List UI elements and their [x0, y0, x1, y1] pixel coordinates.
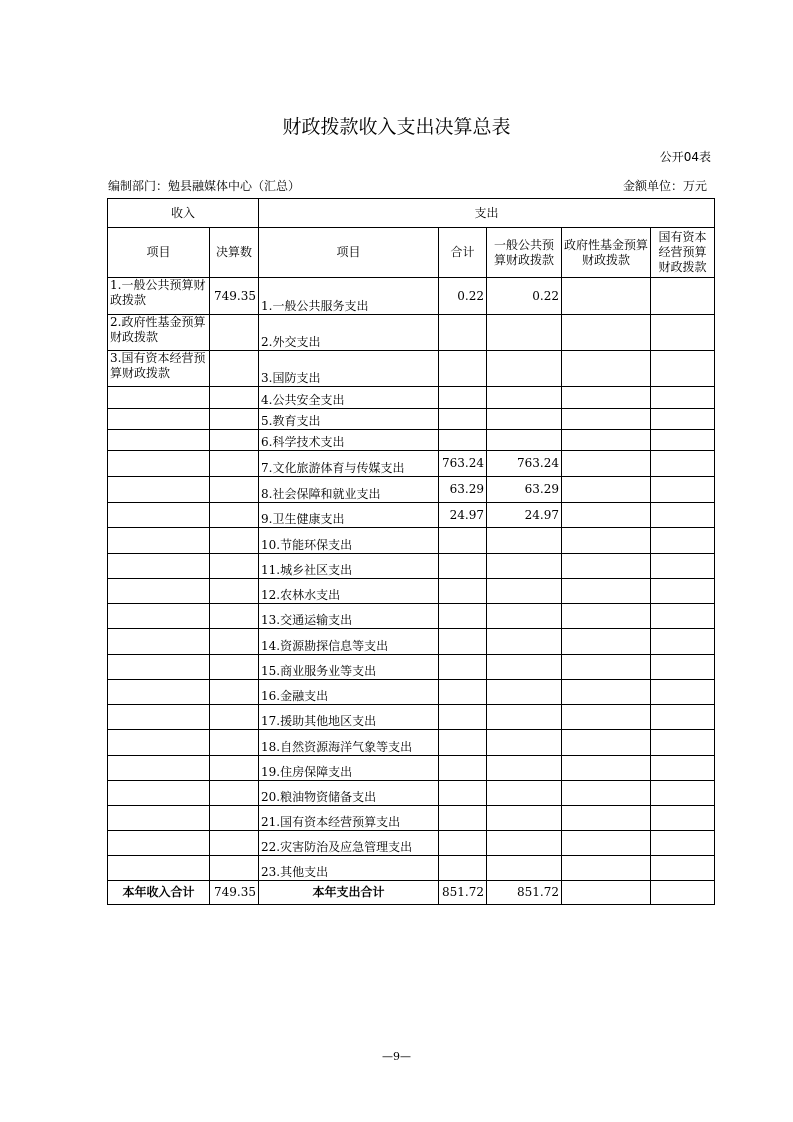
income-value-cell — [210, 730, 259, 756]
income-value-cell — [210, 806, 259, 831]
state-capital-cell — [651, 430, 715, 451]
total-cell: 24.97 — [439, 503, 487, 528]
expense-item-cell: 14.资源勘探信息等支出 — [259, 629, 439, 655]
expense-item-cell: 17.援助其他地区支出 — [259, 705, 439, 730]
table-row — [108, 451, 715, 477]
gov-fund-cell — [562, 528, 651, 554]
gov-fund-cell — [562, 451, 651, 477]
state-capital-cell — [651, 856, 715, 881]
income-item-cell — [108, 655, 210, 680]
general-total-value: 851.72 — [487, 881, 562, 905]
expense-item-cell: 10.节能环保支出 — [259, 528, 439, 554]
income-item-cell — [108, 387, 210, 409]
state-capital-cell — [651, 781, 715, 806]
total-cell: 0.22 — [439, 278, 487, 315]
gov-fund-cell — [562, 806, 651, 831]
total-cell — [439, 655, 487, 680]
state-capital-cell — [651, 528, 715, 554]
income-item-cell — [108, 430, 210, 451]
table-row — [108, 477, 715, 503]
general-budget-cell — [487, 528, 562, 554]
expense-item-header: 项目 — [259, 228, 439, 278]
total-cell — [439, 756, 487, 781]
general-budget-cell — [487, 351, 562, 387]
state-capital-cell — [651, 477, 715, 503]
state-capital-cell — [651, 351, 715, 387]
general-budget-cell — [487, 387, 562, 409]
income-value-cell — [210, 705, 259, 730]
income-value-cell — [210, 604, 259, 629]
table-row — [108, 528, 715, 554]
total-cell — [439, 554, 487, 579]
income-value-cell — [210, 451, 259, 477]
table-row — [108, 351, 715, 387]
table-row — [108, 315, 715, 351]
gov-fund-cell — [562, 705, 651, 730]
gov-fund-cell — [562, 655, 651, 680]
expense-item-cell: 20.粮油物资储备支出 — [259, 781, 439, 806]
general-budget-cell — [487, 629, 562, 655]
gov-fund-cell — [562, 477, 651, 503]
income-value-cell — [210, 781, 259, 806]
expense-item-cell: 7.文化旅游体育与传媒支出 — [259, 451, 439, 477]
income-item-cell — [108, 477, 210, 503]
income-value-cell — [210, 351, 259, 387]
total-cell — [439, 831, 487, 856]
total-cell — [439, 856, 487, 881]
income-item-cell — [108, 579, 210, 604]
table-row — [108, 730, 715, 756]
income-value-cell — [210, 477, 259, 503]
expense-item-cell: 11.城乡社区支出 — [259, 554, 439, 579]
income-item-cell — [108, 705, 210, 730]
expense-item-cell: 6.科学技术支出 — [259, 430, 439, 451]
general-budget-header: 一般公共预算财政拨款 — [487, 228, 562, 278]
department-label: 编制部门：勉县融媒体中心（汇总） — [108, 179, 301, 193]
general-budget-cell — [487, 730, 562, 756]
gov-fund-cell — [562, 604, 651, 629]
expense-item-cell: 9.卫生健康支出 — [259, 503, 439, 528]
gov-fund-cell — [562, 856, 651, 881]
expense-item-cell: 19.住房保障支出 — [259, 756, 439, 781]
total-cell — [439, 730, 487, 756]
gov-fund-cell — [562, 409, 651, 430]
general-budget-cell — [487, 579, 562, 604]
general-budget-cell: 0.22 — [487, 278, 562, 315]
general-budget-cell: 24.97 — [487, 503, 562, 528]
total-cell — [439, 315, 487, 351]
income-value-cell — [210, 629, 259, 655]
general-budget-cell — [487, 756, 562, 781]
expense-total-label: 本年支出合计 — [259, 881, 439, 905]
fund-total-value — [562, 881, 651, 905]
expense-item-cell: 5.教育支出 — [259, 409, 439, 430]
income-value-cell — [210, 554, 259, 579]
general-budget-cell — [487, 315, 562, 351]
gov-fund-cell — [562, 730, 651, 756]
general-budget-cell — [487, 604, 562, 629]
general-budget-cell — [487, 806, 562, 831]
expense-header: 支出 — [259, 199, 715, 228]
state-capital-cell — [651, 451, 715, 477]
gov-fund-cell — [562, 278, 651, 315]
income-value-cell — [210, 579, 259, 604]
income-value-cell — [210, 856, 259, 881]
expense-item-cell: 13.交通运输支出 — [259, 604, 439, 629]
total-cell — [439, 604, 487, 629]
total-cell — [439, 430, 487, 451]
state-capital-cell — [651, 387, 715, 409]
total-cell: 63.29 — [439, 477, 487, 503]
page-number: —9— — [382, 1050, 411, 1063]
income-value-cell — [210, 503, 259, 528]
income-item-cell — [108, 756, 210, 781]
gov-fund-cell — [562, 831, 651, 856]
income-total-value: 749.35 — [210, 881, 259, 905]
total-cell — [439, 705, 487, 730]
general-budget-cell — [487, 856, 562, 881]
income-item-header: 项目 — [108, 228, 210, 278]
income-value-cell — [210, 831, 259, 856]
income-item-cell — [108, 856, 210, 881]
table-row — [108, 680, 715, 705]
income-value-cell — [210, 430, 259, 451]
gov-fund-cell — [562, 387, 651, 409]
gov-fund-cell — [562, 781, 651, 806]
expense-item-cell: 8.社会保障和就业支出 — [259, 477, 439, 503]
general-budget-cell — [487, 430, 562, 451]
table-row — [108, 856, 715, 881]
income-item-cell — [108, 451, 210, 477]
income-item-cell — [108, 730, 210, 756]
general-budget-cell — [487, 554, 562, 579]
total-header: 合计 — [439, 228, 487, 278]
total-cell — [439, 351, 487, 387]
income-value-cell — [210, 387, 259, 409]
gov-fund-header: 政府性基金预算财政拨款 — [562, 228, 651, 278]
table-row — [108, 503, 715, 528]
income-item-cell — [108, 604, 210, 629]
general-budget-cell: 63.29 — [487, 477, 562, 503]
total-cell — [439, 629, 487, 655]
table-row — [108, 278, 715, 315]
table-row — [108, 705, 715, 730]
gov-fund-cell — [562, 554, 651, 579]
table-title: 财政拨款收入支出决算总表 — [282, 116, 511, 138]
gov-fund-cell — [562, 629, 651, 655]
state-capital-cell — [651, 409, 715, 430]
income-item-cell — [108, 409, 210, 430]
expense-item-cell: 16.金融支出 — [259, 680, 439, 705]
form-number: 公开04表 — [659, 150, 711, 164]
final-amount-header: 决算数 — [210, 228, 259, 278]
general-budget-cell — [487, 705, 562, 730]
total-cell — [439, 781, 487, 806]
income-item-cell — [108, 806, 210, 831]
income-item-cell — [108, 503, 210, 528]
state-capital-header: 国有资本经营预算财政拨款 — [651, 228, 715, 278]
expense-item-cell: 2.外交支出 — [259, 315, 439, 351]
total-cell — [439, 680, 487, 705]
total-cell — [439, 387, 487, 409]
table-row — [108, 430, 715, 451]
expense-total-value: 851.72 — [439, 881, 487, 905]
income-value-cell — [210, 409, 259, 430]
state-capital-cell — [651, 756, 715, 781]
total-cell — [439, 409, 487, 430]
expense-item-cell: 3.国防支出 — [259, 351, 439, 387]
table-row — [108, 579, 715, 604]
table-row — [108, 806, 715, 831]
income-item-cell — [108, 528, 210, 554]
general-budget-cell — [487, 781, 562, 806]
expense-item-cell: 4.公共安全支出 — [259, 387, 439, 409]
table-row — [108, 409, 715, 430]
table-body — [108, 278, 715, 881]
expense-item-cell: 21.国有资本经营预算支出 — [259, 806, 439, 831]
capital-total-value — [651, 881, 715, 905]
budget-table — [107, 198, 715, 905]
table-row — [108, 554, 715, 579]
unit-label: 金额单位：万元 — [622, 179, 707, 193]
header-row-sub — [108, 228, 715, 278]
table-row — [108, 781, 715, 806]
state-capital-cell — [651, 629, 715, 655]
total-cell — [439, 806, 487, 831]
general-budget-cell: 763.24 — [487, 451, 562, 477]
general-budget-cell — [487, 655, 562, 680]
income-value-cell — [210, 680, 259, 705]
income-value-cell — [210, 528, 259, 554]
state-capital-cell — [651, 503, 715, 528]
income-item-cell: 1.一般公共预算财政拨款 — [108, 278, 210, 315]
state-capital-cell — [651, 655, 715, 680]
expense-item-cell: 23.其他支出 — [259, 856, 439, 881]
state-capital-cell — [651, 680, 715, 705]
table-row — [108, 655, 715, 680]
income-item-cell: 2.政府性基金预算财政拨款 — [108, 315, 210, 351]
gov-fund-cell — [562, 680, 651, 705]
state-capital-cell — [651, 831, 715, 856]
state-capital-cell — [651, 554, 715, 579]
totals-row — [108, 881, 715, 905]
income-header: 收入 — [108, 199, 259, 228]
total-cell — [439, 528, 487, 554]
state-capital-cell — [651, 278, 715, 315]
expense-item-cell: 1.一般公共服务支出 — [259, 278, 439, 315]
income-item-cell — [108, 629, 210, 655]
header-row-top — [108, 199, 715, 228]
state-capital-cell — [651, 730, 715, 756]
table-row — [108, 604, 715, 629]
table-row — [108, 629, 715, 655]
table-row — [108, 756, 715, 781]
gov-fund-cell — [562, 503, 651, 528]
expense-item-cell: 18.自然资源海洋气象等支出 — [259, 730, 439, 756]
total-cell: 763.24 — [439, 451, 487, 477]
income-value-cell: 749.35 — [210, 278, 259, 315]
income-value-cell — [210, 655, 259, 680]
gov-fund-cell — [562, 351, 651, 387]
state-capital-cell — [651, 604, 715, 629]
state-capital-cell — [651, 705, 715, 730]
gov-fund-cell — [562, 315, 651, 351]
state-capital-cell — [651, 315, 715, 351]
expense-item-cell: 15.商业服务业等支出 — [259, 655, 439, 680]
expense-item-cell: 22.灾害防治及应急管理支出 — [259, 831, 439, 856]
gov-fund-cell — [562, 430, 651, 451]
general-budget-cell — [487, 831, 562, 856]
income-item-cell — [108, 781, 210, 806]
income-item-cell — [108, 680, 210, 705]
state-capital-cell — [651, 579, 715, 604]
table-row — [108, 831, 715, 856]
expense-item-cell: 12.农林水支出 — [259, 579, 439, 604]
income-value-cell — [210, 756, 259, 781]
state-capital-cell — [651, 806, 715, 831]
total-cell — [439, 579, 487, 604]
income-item-cell: 3.国有资本经营预算财政拨款 — [108, 351, 210, 387]
general-budget-cell — [487, 409, 562, 430]
table-row — [108, 387, 715, 409]
income-item-cell — [108, 554, 210, 579]
income-value-cell — [210, 315, 259, 351]
income-item-cell — [108, 831, 210, 856]
gov-fund-cell — [562, 756, 651, 781]
gov-fund-cell — [562, 579, 651, 604]
income-total-label: 本年收入合计 — [108, 881, 210, 905]
general-budget-cell — [487, 680, 562, 705]
